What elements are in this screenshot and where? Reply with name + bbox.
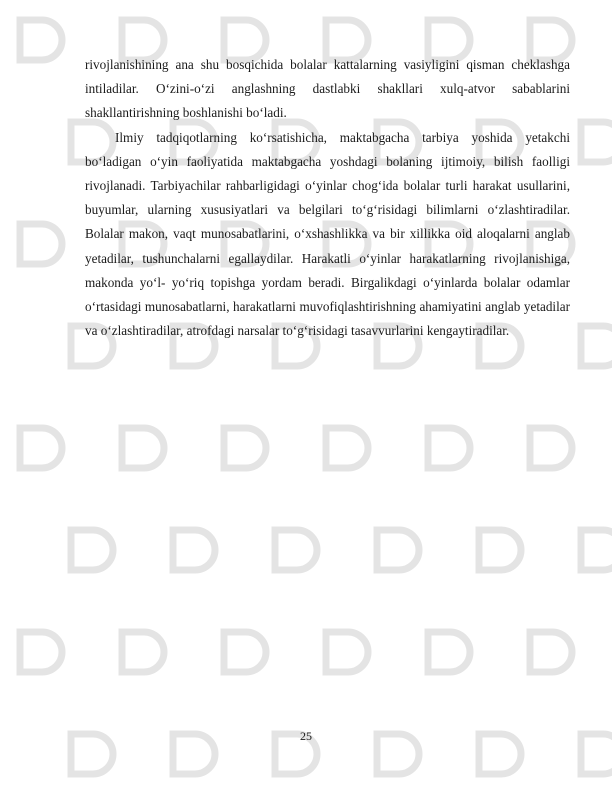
paragraph-2: Ilmiy tadqiqotlarning ko‘rsatishicha, maktabgacha tarbiya yoshida yetakchi bo‘ladigan o‘yin faoliyatida maktabgacha yoshdagi bolaning ijtimoiy, bilish faolligi rivojlanadi. Tarbiyachilar rahbarligidagi o‘yinlar chog‘ida bolalar turli harakat usullarini, buyumlar, ularning xususiyatlari va belgilari to‘g‘risidagi bilimlarni o‘zlashtiradilar. Bolalar makon, vaqt munosabatlarini, o‘xshashlikka va bir xillikka oid aloqalarni anglab yetadilar, tushunchalarni egallaydilar. Harakatli o‘yinlar harakatlarning rivojlanishiga, makonda yo‘l- yo‘riq topishga yordam beradi. Birgalikdagi o‘yinlarda bolalar odamlar o‘rtasidagi munosabatlarni, harakatlarni muvofiqlashtirishning ahamiyatini anglab yetadilar va o‘zlashtiradilar, atrofdagi narsalar to‘g‘risidagi tasavvurlarini kengaytiradilar. [85,129,570,339]
watermark-shape [581,530,612,570]
watermark-shape [275,530,317,570]
watermark-shape [326,632,368,672]
document-body [85,53,570,343]
watermark-shape [20,428,62,468]
watermark-shape [428,428,470,468]
page-number: 25 [300,729,312,743]
watermark-shape [530,428,572,468]
watermark-shape [377,530,419,570]
paragraph-1: rivojlanishining ana shu bosqichida bolalar kattalarning vasiyligini qisman cheklashga intiladilar. O‘zini-o‘zi anglashning dastlabki shakllari xulq-atvor sabablarini shakllantirishning boshlanishi bo‘ladi. [85,57,570,121]
watermark-shape [20,632,62,672]
watermark-shape [581,326,612,366]
watermark-shape [224,428,266,468]
watermark-shape [122,632,164,672]
watermark-shape [20,20,62,60]
watermark-shape [530,632,572,672]
watermark-shape [581,122,612,162]
watermark-shape [428,632,470,672]
watermark-shape [326,428,368,468]
watermark-shape [71,530,113,570]
watermark-shape [224,632,266,672]
watermark-shape [20,224,62,264]
watermark-shape [173,530,215,570]
watermark-shape [479,530,521,570]
watermark-shape [122,428,164,468]
